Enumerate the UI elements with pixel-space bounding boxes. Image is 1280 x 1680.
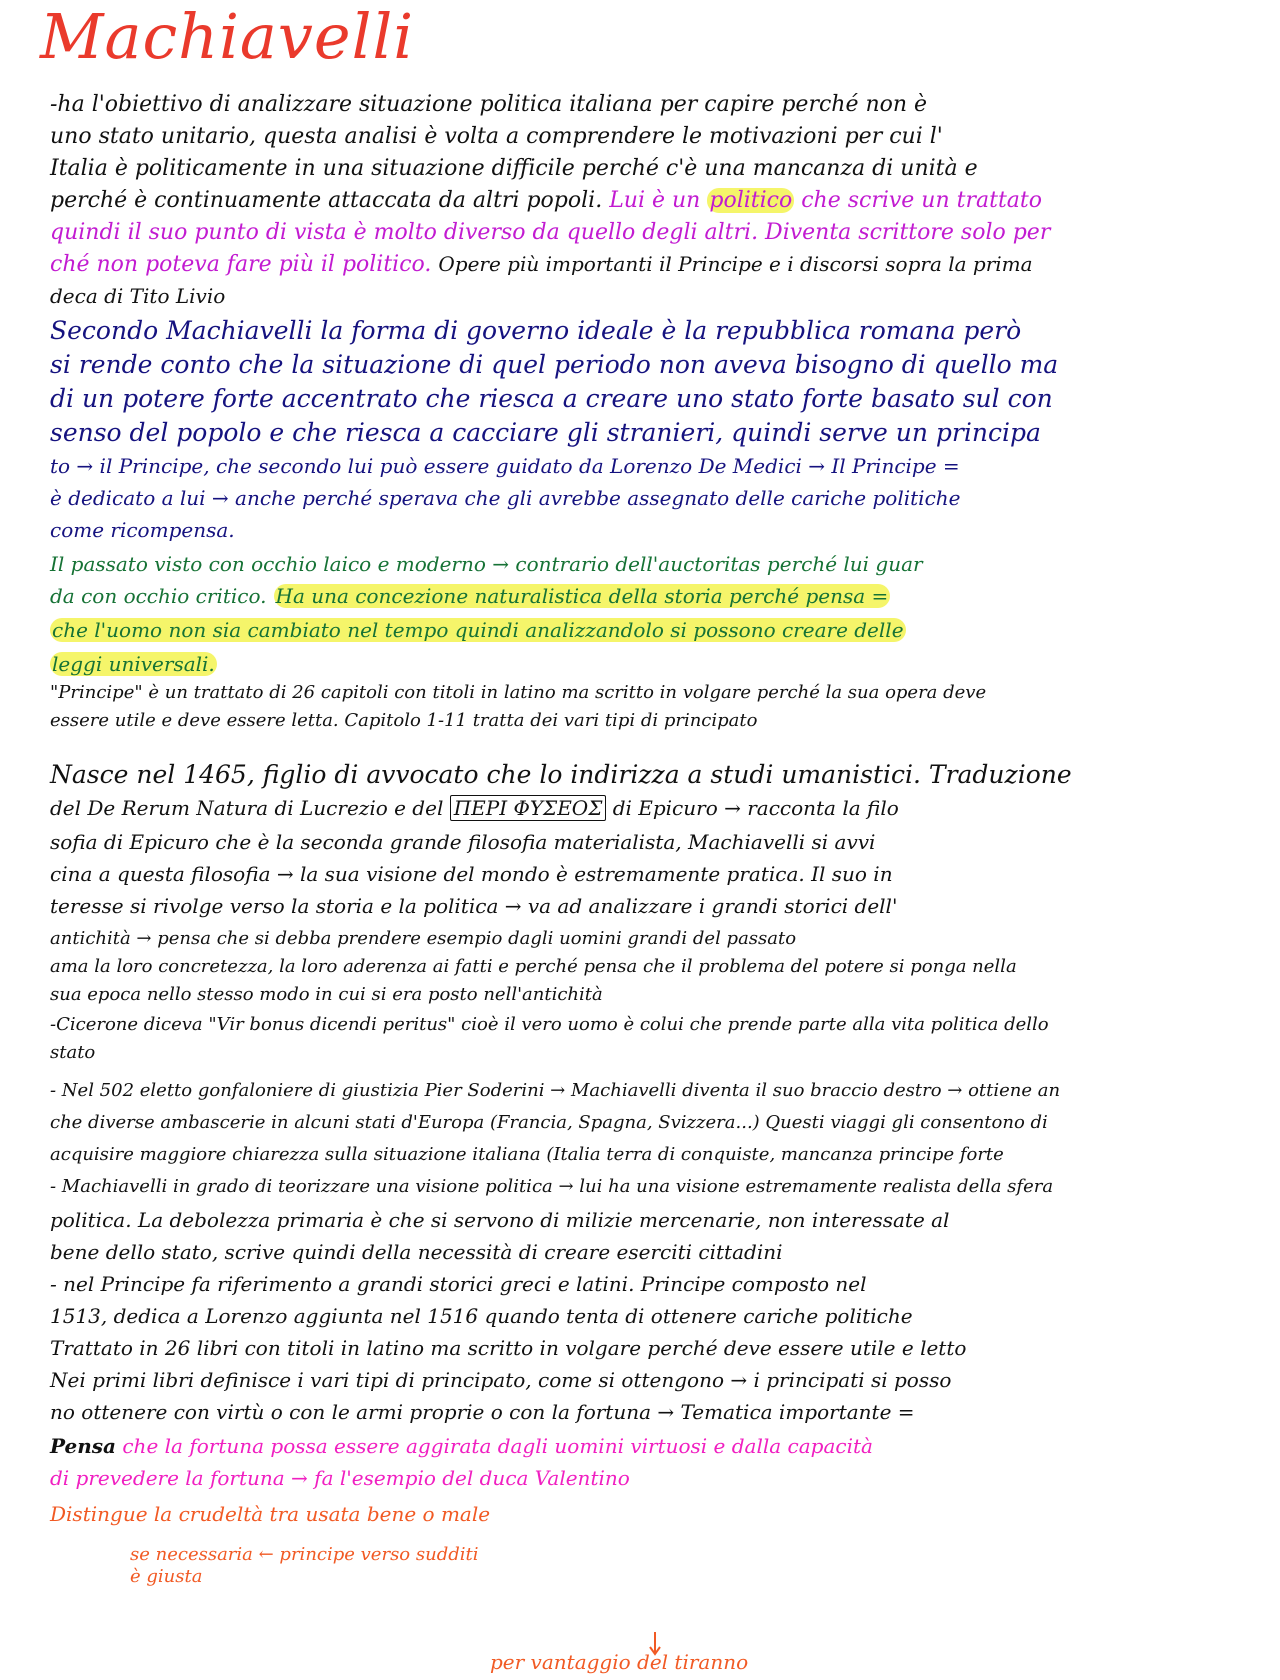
note-line: uno stato unitario, questa analisi è volta a comprendere le motivazioni per cui l' [50, 124, 943, 149]
note-line: teresse si rivolge verso la storia e la politica → va ad analizzare i grandi storici dell' [50, 894, 898, 918]
note-line [50, 652, 217, 676]
note-line: sofia di Epicuro che è la seconda grande filosofia materialista, Machiavelli si avvi [50, 830, 876, 854]
note-line: Il passato visto con occhio laico e moderno → contrario dell'auctoritas perché lui guar [50, 552, 923, 576]
note-line: - nel Principe fa riferimento a grandi storici greci e latini. Principe composto nel [50, 1272, 867, 1296]
note-line: di un potere forte accentrato che riesca a creare uno stato forte basato sul con [50, 384, 1053, 413]
note-line: come ricompensa. [50, 518, 235, 542]
note-line: antichità → pensa che si debba prendere esempio dagli uomini grandi del passato [50, 928, 797, 949]
note-line [50, 584, 890, 610]
note-line [50, 1434, 873, 1458]
note-line: è dedicato a lui → anche perché sperava che gli avrebbe assegnato delle cariche politiche [50, 486, 961, 510]
note-line: -Cicerone diceva "Vir bonus dicendi peritus" cioè il vero uomo è colui che prende parte alla vita politica dello [50, 1014, 1049, 1035]
note-line [50, 252, 1033, 278]
note-line: che diverse ambascerie in alcuni stati d'Europa (Francia, Spagna, Svizzera...) Questi viaggi gli consentono di [50, 1112, 1048, 1133]
note-line: politica. La debolezza primaria è che si servono di milizie mercenarie, non interessate al [50, 1208, 950, 1232]
note-text: Lui è un [609, 188, 701, 213]
note-line: - Machiavelli in grado di teorizzare una visione politica → lui ha una visione estremamente realista della sfera [50, 1176, 1054, 1197]
note-line: senso del popolo e che riesca a cacciare gli stranieri, quindi serve un principa [50, 418, 1041, 447]
note-line: Distingue la crudeltà tra usata bene o male [50, 1502, 491, 1526]
note-line: -ha l'obiettivo di analizzare situazione politica italiana per capire perché non è [50, 92, 928, 117]
note-line: Secondo Machiavelli la forma di governo ideale è la repubblica romana però [50, 316, 1022, 345]
note-line: quindi il suo punto di vista è molto diverso da quello degli altri. Diventa scrittore solo per [50, 220, 1051, 245]
note-text: perché è continuamente attaccata da altri popoli. [50, 188, 603, 213]
note-line: acquisire maggiore chiarezza sulla situazione italiana (Italia terra di conquiste, mancanza principe forte [50, 1144, 1004, 1165]
note-line: Nei primi libri definisce i vari tipi di principato, come si ottengono → i principati si posso [50, 1368, 952, 1392]
note-text: Pensa [50, 1434, 116, 1458]
note-line: essere utile e deve essere letta. Capitolo 1-11 tratta dei vari tipi di principato [50, 710, 758, 731]
note-line: è giusta [130, 1566, 203, 1587]
highlighted-text: leggi universali. [52, 652, 215, 676]
note-text: Opere più importanti il Principe e i discorsi sopra la prima [438, 252, 1033, 276]
note-text: ché non poteva fare più il politico. [50, 252, 432, 277]
note-line: no ottenere con virtù o con le armi proprie o con la fortuna → Tematica importante = [50, 1400, 915, 1424]
note-text: che la fortuna possa essere aggirata dagli uomini virtuosi e dalla capacità [122, 1434, 873, 1458]
note-line: deca di Tito Livio [50, 284, 226, 308]
page-title: Machiavelli [40, 0, 415, 73]
note-text: del De Rerum Natura di Lucrezio e del [50, 796, 444, 820]
highlighted-text: Ha una concezione naturalistica della storia perché pensa = [275, 584, 889, 608]
note-line: cina a questa filosofia → la sua visione del mondo è estremamente pratica. Il suo in [50, 862, 893, 886]
boxed-greek-title: ΠΕΡΙ ΦΥΣΕΟΣ [450, 795, 607, 821]
note-line: stato [50, 1042, 96, 1063]
note-line: - Nel 502 eletto gonfaloniere di giustizia Pier Soderini → Machiavelli diventa il suo braccio destro → ottiene an [50, 1080, 1061, 1101]
note-line: Nasce nel 1465, figlio di avvocato che lo indirizza a studi umanistici. Traduzione [50, 760, 1072, 789]
note-text: ← principe verso sudditi [258, 1544, 479, 1565]
note-line: Trattato in 26 libri con titoli in latino ma scritto in volgare perché deve essere utile e letto [50, 1336, 967, 1360]
note-line: si rende conto che la situazione di quel periodo non aveva bisogno di quello ma [50, 350, 1059, 379]
note-line: to → il Principe, che secondo lui può essere guidato da Lorenzo De Medici → Il Principe = [50, 454, 960, 478]
note-line: bene dello stato, scrive quindi della necessità di creare eserciti cittadini [50, 1240, 783, 1264]
note-line [50, 796, 899, 820]
note-line: sua epoca nello stesso modo in cui si era posto nell'antichità [50, 984, 603, 1005]
note-line [50, 188, 1042, 214]
note-text: da con occhio critico. [50, 584, 267, 608]
note-line [130, 1544, 478, 1566]
note-line: ama la loro concretezza, la loro aderenza ai fatti e perché pensa che il problema del potere si ponga nella [50, 956, 1017, 977]
highlighted-word: politico [709, 188, 793, 213]
note-text: di Epicuro → racconta la filo [612, 796, 899, 820]
note-line [50, 618, 906, 642]
note-line: Italia è politicamente in una situazione difficile perché c'è una mancanza di unità e [50, 156, 978, 181]
note-line: per vantaggio del tiranno [490, 1650, 749, 1674]
highlighted-text: che l'uomo non sia cambiato nel tempo quindi analizzandolo si possono creare delle [52, 618, 904, 642]
note-line: di prevedere la fortuna → fa l'esempio del duca Valentino [50, 1466, 630, 1490]
note-line: "Principe" è un trattato di 26 capitoli con titoli in latino ma scritto in volgare perché la sua opera deve [50, 682, 987, 703]
note-text: se necessaria [130, 1544, 253, 1565]
note-line: 1513, dedica a Lorenzo aggiunta nel 1516 quando tenta di ottenere cariche politiche [50, 1304, 913, 1328]
note-text: che scrive un trattato [801, 188, 1042, 213]
